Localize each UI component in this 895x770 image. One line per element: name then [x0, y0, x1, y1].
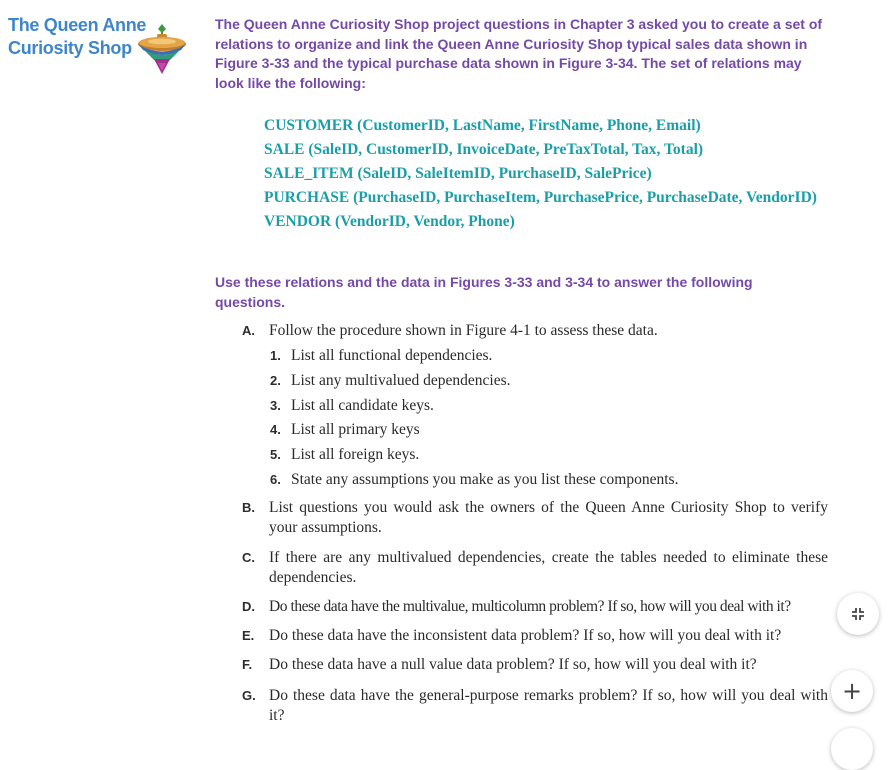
question-label: C. [242, 550, 255, 565]
subitem-text: State any assumptions you make as you list these components. [291, 471, 679, 488]
question-label: B. [242, 500, 255, 515]
question-e [242, 626, 828, 646]
relation-purchase: PURCHASE (PurchaseID, PurchaseItem, PurchasePrice, PurchaseDate, VendorID) [264, 189, 817, 206]
question-text: Do these data have a null value data problem? If so, how will you deal with it? [269, 656, 757, 673]
subitem-1 [270, 346, 810, 366]
subitem-text: List all foreign keys. [291, 446, 420, 463]
question-text: Do these data have the inconsistent data problem? If so, how will you deal with it? [269, 627, 782, 644]
question-label: G. [242, 688, 256, 703]
question-label: D. [242, 599, 255, 614]
brand-title [8, 14, 147, 60]
question-d [242, 597, 828, 617]
intro-paragraph: The Queen Anne Curiosity Shop project questions in Chapter 3 asked you to create a set of relations to organize and link the Queen Anne Curiosity Shop typical sales data shown in Figure 3-33 and the typical purchase data shown in Figure 3-34. The set of relations may look like the following: [215, 16, 823, 91]
collapse-button[interactable] [837, 593, 879, 635]
question-a [242, 321, 828, 341]
brand-title-line2: Curiosity Shop [8, 38, 132, 58]
subitem-2 [270, 371, 810, 391]
question-text: If there are any multivalued dependencies, create the tables needed to eliminate these dependencies. [269, 549, 828, 586]
spinning-top-icon [136, 24, 188, 76]
subitem-label: 4. [270, 422, 281, 437]
questions-prompt: Use these relations and the data in Figures 3-33 and 3-34 to answer the following questions. [215, 274, 753, 310]
question-f [242, 655, 828, 675]
question-b [242, 498, 828, 538]
question-label: A. [242, 323, 255, 338]
subitem-label: 5. [270, 447, 281, 462]
subitem-text: List all functional dependencies. [291, 347, 493, 364]
brand-title-line1: The Queen Anne [8, 15, 147, 35]
subitem-label: 6. [270, 472, 281, 487]
question-g [242, 686, 828, 726]
subitem-label: 3. [270, 398, 281, 413]
question-text: Do these data have the multivalue, multicolumn problem? If so, how will you deal with it? [269, 598, 791, 615]
relations-list [264, 116, 824, 236]
subitem-text: List any multivalued dependencies. [291, 372, 511, 389]
subitem-text: List all candidate keys. [291, 397, 434, 414]
subitem-label: 2. [270, 373, 281, 388]
question-label: F. [242, 657, 253, 672]
relation-customer: CUSTOMER (CustomerID, LastName, FirstName, Phone, Email) [264, 117, 701, 134]
subitem-label: 1. [270, 348, 281, 363]
subitem-text: List all primary keys [291, 421, 420, 438]
question-c [242, 548, 828, 588]
plus-icon: + [841, 677, 863, 705]
subitem-6 [270, 470, 810, 490]
relation-sale: SALE (SaleID, CustomerID, InvoiceDate, PreTaxTotal, Tax, Total) [264, 141, 704, 158]
question-text: Follow the procedure shown in Figure 4-1 to assess these data. [269, 322, 658, 339]
question-text: List questions you would ask the owners of the Queen Anne Curiosity Shop to verify your assumptions. [269, 499, 828, 536]
relation-vendor: VENDOR (VendorID, Vendor, Phone) [264, 213, 515, 230]
question-label: E. [242, 628, 255, 643]
add-button[interactable] [831, 670, 873, 712]
subitem-5 [270, 445, 810, 465]
subitem-4 [270, 420, 810, 440]
relation-sale-item: SALE_ITEM (SaleID, SaleItemID, PurchaseID, SalePrice) [264, 165, 652, 182]
extra-action-button[interactable] [831, 728, 873, 770]
collapse-icon [850, 606, 866, 622]
subitem-3 [270, 396, 810, 416]
question-text: Do these data have the general-purpose remarks problem? If so, how will you deal with it? [269, 687, 828, 724]
